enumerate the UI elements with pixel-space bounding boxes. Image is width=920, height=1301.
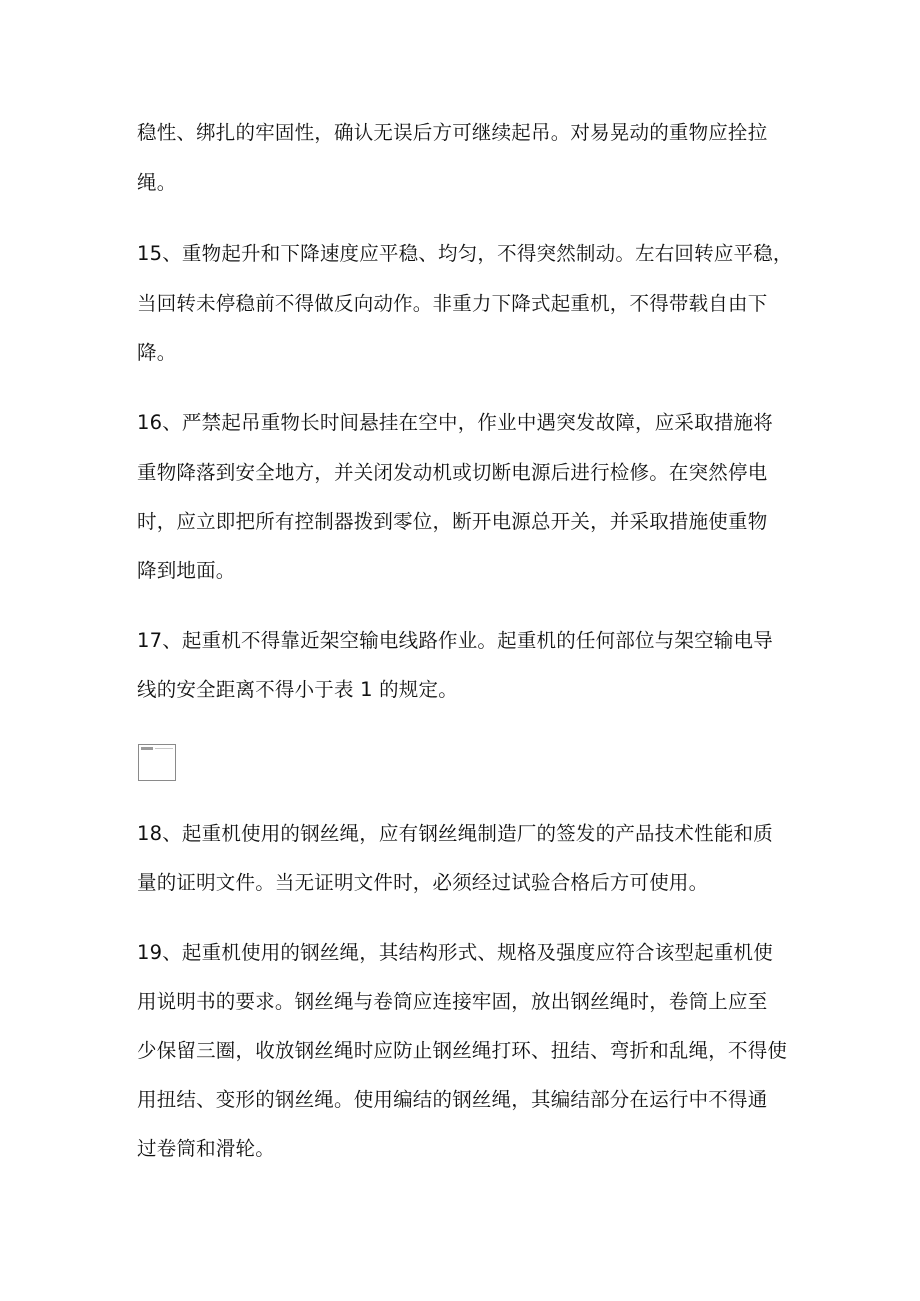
text-line: 17、起重机不得靠近架空输电线路作业。起重机的任何部位与架空输电导 xyxy=(137,629,773,652)
text-line: 用说明书的要求。钢丝绳与卷筒应连接牢固，放出钢丝绳时，卷筒上应至 xyxy=(137,990,768,1013)
text-line: 绳。 xyxy=(137,171,177,194)
text-line: 稳性、绑扎的牢固性，确认无误后方可继续起吊。对易晃动的重物应拴拉 xyxy=(137,121,768,144)
text-line: 16、严禁起吊重物长时间悬挂在空中，作业中遇突发故障，应采取措施将 xyxy=(137,411,773,434)
text-line: 用扭结、变形的钢丝绳。使用编结的钢丝绳，其编结部分在运行中不得通 xyxy=(137,1088,768,1111)
image-thumbnail-mark xyxy=(141,747,153,750)
text-line: 19、起重机使用的钢丝绳，其结构形式、规格及强度应符合该型起重机使 xyxy=(137,941,773,964)
text-line: 少保留三圈，收放钢丝绳时应防止钢丝绳打环、扭结、弯折和乱绳，不得使 xyxy=(137,1039,788,1062)
table-image-placeholder xyxy=(138,744,176,781)
text-line: 当回转未停稳前不得做反向动作。非重力下降式起重机，不得带载自由下 xyxy=(137,292,768,315)
text-line: 量的证明文件。当无证明文件时，必须经过试验合格后方可使用。 xyxy=(137,871,709,894)
text-line: 降到地面。 xyxy=(137,559,236,582)
text-line: 降。 xyxy=(137,341,177,364)
text-line: 时，应立即把所有控制器拨到零位，断开电源总开关，并采取措施使重物 xyxy=(137,510,768,533)
text-line: 过卷筒和滑轮。 xyxy=(137,1137,275,1160)
text-line: 重物降落到安全地方，并关闭发动机或切断电源后进行检修。在突然停电 xyxy=(137,461,768,484)
image-thumbnail-line xyxy=(155,748,173,749)
text-line: 线的安全距离不得小于表 1 的规定。 xyxy=(137,678,458,701)
text-line: 18、起重机使用的钢丝绳，应有钢丝绳制造厂的签发的产品技术性能和质 xyxy=(137,822,773,845)
text-line: 15、重物起升和下降速度应平稳、均匀，不得突然制动。左右回转应平稳， xyxy=(137,242,793,265)
